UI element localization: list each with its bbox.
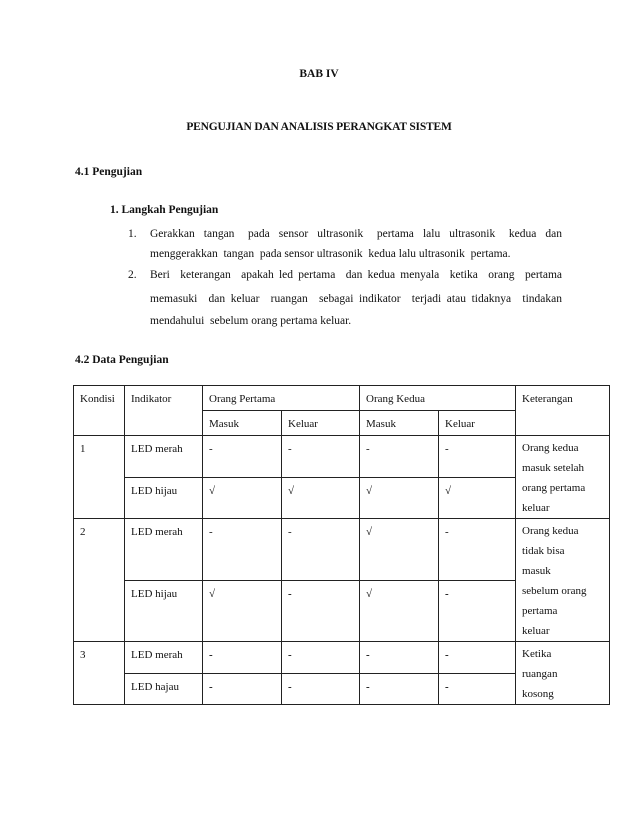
cell-value: √ <box>360 580 439 642</box>
table-row <box>74 519 610 581</box>
cell-indikator: LED hijau <box>125 580 203 642</box>
header-kondisi: Kondisi <box>74 386 125 436</box>
cell-kondisi: 1 <box>74 436 125 519</box>
cell-value: - <box>360 673 439 705</box>
cell-indikator: LED hijau <box>125 477 203 519</box>
cell-value: √ <box>439 477 516 519</box>
section-heading-data: 4.2 Data Pengujian <box>75 354 169 366</box>
cell-value: - <box>439 436 516 478</box>
cell-value: - <box>282 519 360 581</box>
cell-value: - <box>439 642 516 674</box>
table-row <box>74 436 610 478</box>
header-masuk-1: Masuk <box>203 411 282 436</box>
header-keterangan: Keterangan <box>516 386 610 436</box>
cell-value: - <box>282 642 360 674</box>
keterangan-line: orang pertama <box>522 482 586 494</box>
section-heading-pengujian: 4.1 Pengujian <box>75 166 143 178</box>
cell-kondisi: 2 <box>74 519 125 642</box>
keterangan-line: sebelum orang <box>522 585 587 597</box>
keterangan-line: kosong <box>522 688 554 700</box>
cell-kondisi: 3 <box>74 642 125 705</box>
data-table <box>73 385 610 705</box>
keterangan-line: keluar <box>522 502 550 514</box>
cell-value: - <box>203 642 282 674</box>
keterangan-line: Orang kedua <box>522 442 579 454</box>
table-row <box>74 642 610 674</box>
cell-value: - <box>203 673 282 705</box>
step-2-number: 2. <box>128 269 137 281</box>
step-2-line-3: mendahului sebelum orang pertama keluar. <box>150 315 352 327</box>
subsection-heading-langkah: 1. Langkah Pengujian <box>110 204 219 216</box>
cell-value: - <box>439 519 516 581</box>
chapter-title: PENGUJIAN DAN ANALISIS PERANGKAT SISTEM <box>186 121 452 133</box>
keterangan-line: keluar <box>522 625 550 637</box>
step-1-line-2: menggerakkan tangan pada sensor ultrasonik kedua lalu ultrasonik pertama. <box>150 248 511 260</box>
cell-keterangan <box>516 519 610 642</box>
cell-value: √ <box>203 580 282 642</box>
keterangan-line: Ketika <box>522 648 552 660</box>
keterangan-line: tidak bisa <box>522 545 565 557</box>
step-2-line-1: Beri keterangan apakah led pertama dan kedua menyala ketika orang pertama <box>150 269 562 281</box>
keterangan-line: ruangan <box>522 668 558 680</box>
cell-indikator: LED merah <box>125 519 203 581</box>
cell-value: - <box>282 673 360 705</box>
cell-value: - <box>203 519 282 581</box>
cell-value: √ <box>360 477 439 519</box>
step-2-line-2: memasuki dan keluar ruangan sebagai indikator terjadi atau tidaknya tindakan <box>150 293 562 305</box>
keterangan-line: Orang kedua <box>522 525 579 537</box>
header-masuk-2: Masuk <box>360 411 439 436</box>
header-indikator: Indikator <box>125 386 203 436</box>
table-header-row <box>74 386 610 411</box>
cell-value: √ <box>203 477 282 519</box>
cell-value: √ <box>282 477 360 519</box>
cell-indikator: LED merah <box>125 642 203 674</box>
chapter-number: BAB IV <box>299 68 339 80</box>
header-orang-pertama: Orang Pertama <box>203 386 360 411</box>
header-keluar-2: Keluar <box>439 411 516 436</box>
cell-value: - <box>360 436 439 478</box>
cell-value: - <box>203 436 282 478</box>
header-keluar-1: Keluar <box>282 411 360 436</box>
step-1-line-1: Gerakkan tangan pada sensor ultrasonik pertama lalu ultrasonik kedua dan <box>150 228 562 240</box>
step-1-number: 1. <box>128 228 137 240</box>
cell-keterangan <box>516 436 610 519</box>
cell-indikator: LED hajau <box>125 673 203 705</box>
keterangan-line: masuk <box>522 565 551 577</box>
cell-value: - <box>282 580 360 642</box>
cell-indikator: LED merah <box>125 436 203 478</box>
cell-value: - <box>360 642 439 674</box>
keterangan-line: masuk setelah <box>522 462 585 474</box>
cell-keterangan <box>516 642 610 705</box>
header-orang-kedua: Orang Kedua <box>360 386 516 411</box>
cell-value: - <box>282 436 360 478</box>
cell-value: - <box>439 580 516 642</box>
cell-value: - <box>439 673 516 705</box>
keterangan-line: pertama <box>522 605 558 617</box>
cell-value: √ <box>360 519 439 581</box>
